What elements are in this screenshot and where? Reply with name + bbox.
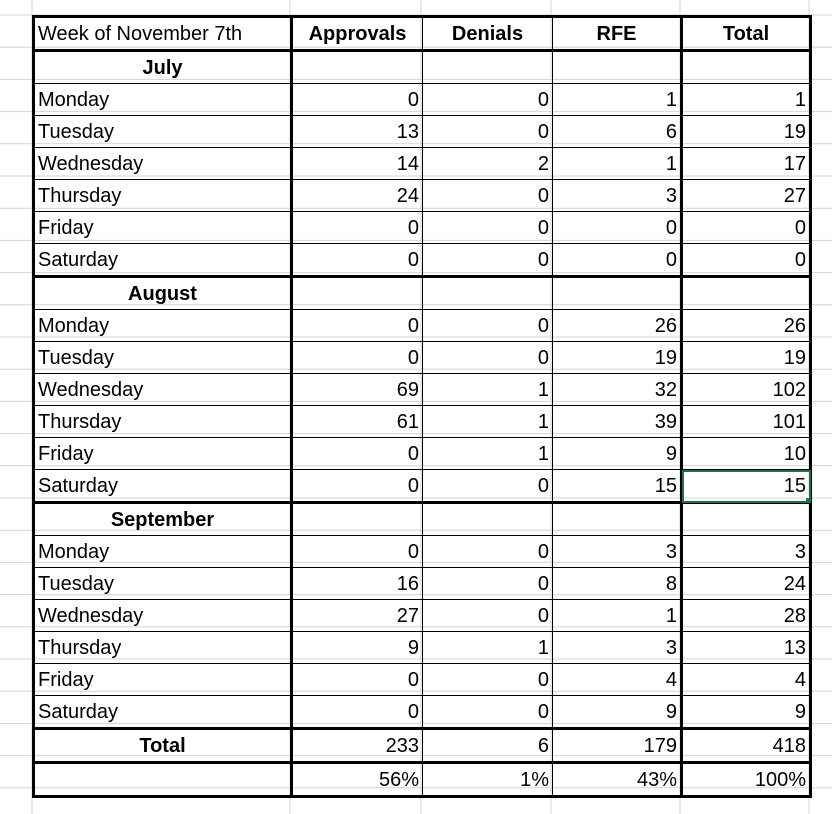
empty-cell[interactable] (682, 277, 811, 310)
total-total-cell[interactable]: 418 (682, 729, 811, 763)
rfe-cell[interactable]: 26 (553, 310, 682, 342)
empty-cell[interactable] (553, 503, 682, 536)
table-row (34, 568, 811, 600)
percent-label-cell[interactable] (34, 763, 292, 797)
approvals-cell[interactable]: 0 (292, 664, 423, 696)
table-row (34, 244, 811, 277)
total-cell[interactable]: 27 (682, 180, 811, 212)
month-label[interactable]: August (34, 277, 292, 310)
table-row (34, 180, 811, 212)
approvals-cell[interactable]: 27 (292, 600, 423, 632)
table-row (34, 84, 811, 116)
table-row (34, 696, 811, 729)
data-table (32, 15, 812, 798)
empty-cell[interactable] (292, 277, 423, 310)
header-cell-total[interactable]: Total (682, 17, 811, 51)
day-cell[interactable]: Monday (34, 84, 292, 116)
table-row (34, 148, 811, 180)
table-row (34, 536, 811, 568)
approvals-cell[interactable]: 13 (292, 116, 423, 148)
table-row (34, 342, 811, 374)
denials-cell[interactable]: 2 (423, 148, 553, 180)
approvals-cell[interactable]: 0 (292, 536, 423, 568)
total-cell[interactable]: 24 (682, 568, 811, 600)
total-rfe-cell[interactable]: 179 (553, 729, 682, 763)
day-cell[interactable]: Saturday (34, 696, 292, 729)
denials-cell[interactable]: 0 (423, 244, 553, 277)
denials-cell[interactable]: 1 (423, 438, 553, 470)
approvals-cell[interactable]: 0 (292, 470, 423, 503)
total-cell[interactable]: 19 (682, 342, 811, 374)
selected-cell[interactable]: 15 (682, 470, 811, 503)
approvals-cell[interactable]: 0 (292, 244, 423, 277)
table-row (34, 470, 811, 503)
percentages-row (34, 763, 811, 797)
month-label[interactable]: July (34, 51, 292, 84)
rfe-cell[interactable]: 4 (553, 664, 682, 696)
denials-cell[interactable]: 0 (423, 116, 553, 148)
approvals-cell[interactable]: 9 (292, 632, 423, 664)
total-cell[interactable]: 26 (682, 310, 811, 342)
total-cell[interactable]: 102 (682, 374, 811, 406)
percent-denials-cell[interactable]: 1% (423, 763, 553, 797)
day-cell[interactable]: Thursday (34, 180, 292, 212)
rfe-cell[interactable]: 3 (553, 536, 682, 568)
day-cell[interactable]: Saturday (34, 244, 292, 277)
approvals-cell[interactable]: 0 (292, 342, 423, 374)
month-label[interactable]: September (34, 503, 292, 536)
denials-cell[interactable]: 0 (423, 600, 553, 632)
day-cell[interactable]: Friday (34, 212, 292, 244)
empty-cell[interactable] (423, 51, 553, 84)
denials-cell[interactable]: 0 (423, 310, 553, 342)
denials-cell[interactable]: 0 (423, 180, 553, 212)
approvals-cell[interactable]: 0 (292, 84, 423, 116)
denials-cell[interactable]: 0 (423, 470, 553, 503)
rfe-cell[interactable]: 0 (553, 244, 682, 277)
empty-cell[interactable] (682, 51, 811, 84)
total-cell[interactable]: 1 (682, 84, 811, 116)
total-cell[interactable]: 0 (682, 244, 811, 277)
day-cell[interactable]: Thursday (34, 632, 292, 664)
empty-cell[interactable] (682, 503, 811, 536)
denials-cell[interactable]: 1 (423, 374, 553, 406)
table-row (34, 438, 811, 470)
day-cell[interactable]: Wednesday (34, 148, 292, 180)
empty-cell[interactable] (553, 277, 682, 310)
day-cell[interactable]: Saturday (34, 470, 292, 503)
total-approvals-cell[interactable]: 233 (292, 729, 423, 763)
denials-cell[interactable]: 0 (423, 84, 553, 116)
percent-total-cell[interactable]: 100% (682, 763, 811, 797)
table-row (34, 406, 811, 438)
rfe-cell[interactable]: 32 (553, 374, 682, 406)
header-cell-approvals[interactable]: Approvals (292, 17, 423, 51)
empty-cell[interactable] (423, 503, 553, 536)
empty-cell[interactable] (553, 51, 682, 84)
table-row (34, 374, 811, 406)
denials-cell[interactable]: 0 (423, 212, 553, 244)
day-cell[interactable]: Friday (34, 438, 292, 470)
approvals-cell[interactable]: 14 (292, 148, 423, 180)
empty-cell[interactable] (292, 503, 423, 536)
table-row (34, 116, 811, 148)
denials-cell[interactable]: 0 (423, 664, 553, 696)
total-cell[interactable]: 101 (682, 406, 811, 438)
total-denials-cell[interactable]: 6 (423, 729, 553, 763)
rfe-cell[interactable]: 9 (553, 696, 682, 729)
denials-cell[interactable]: 0 (423, 696, 553, 729)
header-row (34, 17, 811, 51)
total-cell[interactable]: 0 (682, 212, 811, 244)
day-cell[interactable]: Monday (34, 310, 292, 342)
denials-cell[interactable]: 1 (423, 632, 553, 664)
approvals-cell[interactable]: 0 (292, 310, 423, 342)
rfe-cell[interactable]: 0 (553, 212, 682, 244)
rfe-cell[interactable]: 6 (553, 116, 682, 148)
rfe-cell[interactable]: 1 (553, 600, 682, 632)
total-cell[interactable]: 10 (682, 438, 811, 470)
table-row (34, 310, 811, 342)
total-cell[interactable]: 9 (682, 696, 811, 729)
denials-cell[interactable]: 0 (423, 342, 553, 374)
day-cell[interactable]: Monday (34, 536, 292, 568)
day-cell[interactable]: Friday (34, 664, 292, 696)
approvals-cell[interactable]: 69 (292, 374, 423, 406)
month-header-row (34, 503, 811, 536)
totals-label[interactable]: Total (34, 729, 292, 763)
total-cell[interactable]: 19 (682, 116, 811, 148)
approvals-cell[interactable]: 0 (292, 212, 423, 244)
header-cell-denials[interactable]: Denials (423, 17, 553, 51)
approvals-cell[interactable]: 0 (292, 438, 423, 470)
month-header-row (34, 277, 811, 310)
day-cell[interactable]: Wednesday (34, 600, 292, 632)
empty-cell[interactable] (423, 277, 553, 310)
total-cell[interactable]: 3 (682, 536, 811, 568)
table-row (34, 664, 811, 696)
rfe-cell[interactable]: 9 (553, 438, 682, 470)
fill-handle[interactable] (805, 497, 811, 503)
table-row (34, 632, 811, 664)
day-cell[interactable]: Tuesday (34, 116, 292, 148)
day-cell[interactable]: Thursday (34, 406, 292, 438)
total-cell[interactable]: 4 (682, 664, 811, 696)
approvals-cell[interactable]: 24 (292, 180, 423, 212)
percent-approvals-cell[interactable]: 56% (292, 763, 423, 797)
denials-cell[interactable]: 1 (423, 406, 553, 438)
total-cell[interactable]: 17 (682, 148, 811, 180)
total-cell[interactable]: 13 (682, 632, 811, 664)
rfe-cell[interactable]: 1 (553, 148, 682, 180)
day-cell[interactable]: Tuesday (34, 568, 292, 600)
percent-rfe-cell[interactable]: 43% (553, 763, 682, 797)
rfe-cell[interactable]: 39 (553, 406, 682, 438)
rfe-cell[interactable]: 3 (553, 632, 682, 664)
header-cell-title[interactable]: Week of November 7th (34, 17, 292, 51)
month-header-row (34, 51, 811, 84)
denials-cell[interactable]: 0 (423, 536, 553, 568)
rfe-cell[interactable]: 3 (553, 180, 682, 212)
rfe-cell[interactable]: 1 (553, 84, 682, 116)
approvals-cell[interactable]: 0 (292, 696, 423, 729)
day-cell[interactable]: Wednesday (34, 374, 292, 406)
empty-cell[interactable] (292, 51, 423, 84)
approvals-cell[interactable]: 16 (292, 568, 423, 600)
totals-row (34, 729, 811, 763)
header-cell-rfe[interactable]: RFE (553, 17, 682, 51)
table-row (34, 212, 811, 244)
approvals-cell[interactable]: 61 (292, 406, 423, 438)
table-row (34, 600, 811, 632)
total-cell[interactable]: 28 (682, 600, 811, 632)
rfe-cell[interactable]: 8 (553, 568, 682, 600)
rfe-cell[interactable]: 19 (553, 342, 682, 374)
day-cell[interactable]: Tuesday (34, 342, 292, 374)
denials-cell[interactable]: 0 (423, 568, 553, 600)
rfe-cell[interactable]: 15 (553, 470, 682, 503)
